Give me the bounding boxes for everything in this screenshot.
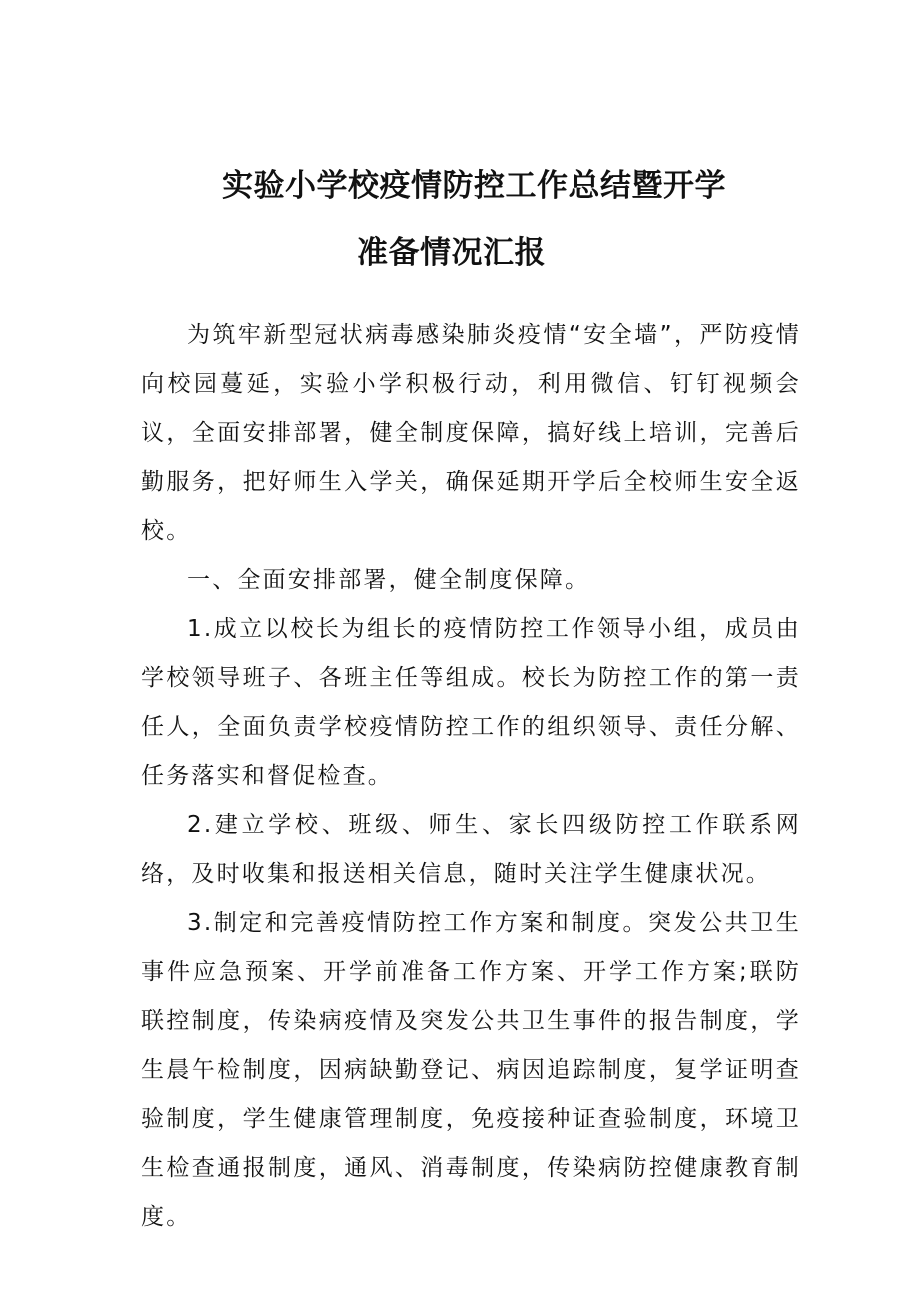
item-2-paragraph: 2.建立学校、班级、师生、家长四级防控工作联系网络，及时收集和报送相关信息，随时关注学生健康状况。 <box>141 812 801 887</box>
intro-paragraph: 为筑牢新型冠状病毒感染肺炎疫情“安全墙”，严防疫情向校园蔓延，实验小学积极行动，利用微信、钉钉视频会议，全面安排部署，健全制度保障，搞好线上培训，完善后勤服务，把好师生入学关，确保延期开学后全校师生安全返校。 <box>141 322 801 544</box>
document-title-line-2: 准备情况汇报 <box>357 235 546 271</box>
item-1-paragraph: 1.成立以校长为组长的疫情防控工作领导小组，成员由学校领导班子、各班主任等组成。校长为防控工作的第一责任人，全面负责学校疫情防控工作的组织领导、责任分解、任务落实和督促检查。 <box>141 616 801 789</box>
section-heading-1: 一、全面安排部署，健全制度保障。 <box>187 567 591 593</box>
document-title-line-1: 实验小学校疫情防控工作总结暨开学 <box>222 168 726 204</box>
item-3-paragraph: 3.制定和完善疫情防控工作方案和制度。突发公共卫生事件应急预案、开学前准备工作方案、开学工作方案;联防联控制度，传染病疫情及突发公共卫生事件的报告制度，学生晨午检制度，因病缺勤登记、病因追踪制度，复学证明查验制度，学生健康管理制度，免疫接种证查验制度，环境卫生检查通报制度，通风、消毒制度，传染病防控健康教育制度。 <box>141 910 801 1230</box>
